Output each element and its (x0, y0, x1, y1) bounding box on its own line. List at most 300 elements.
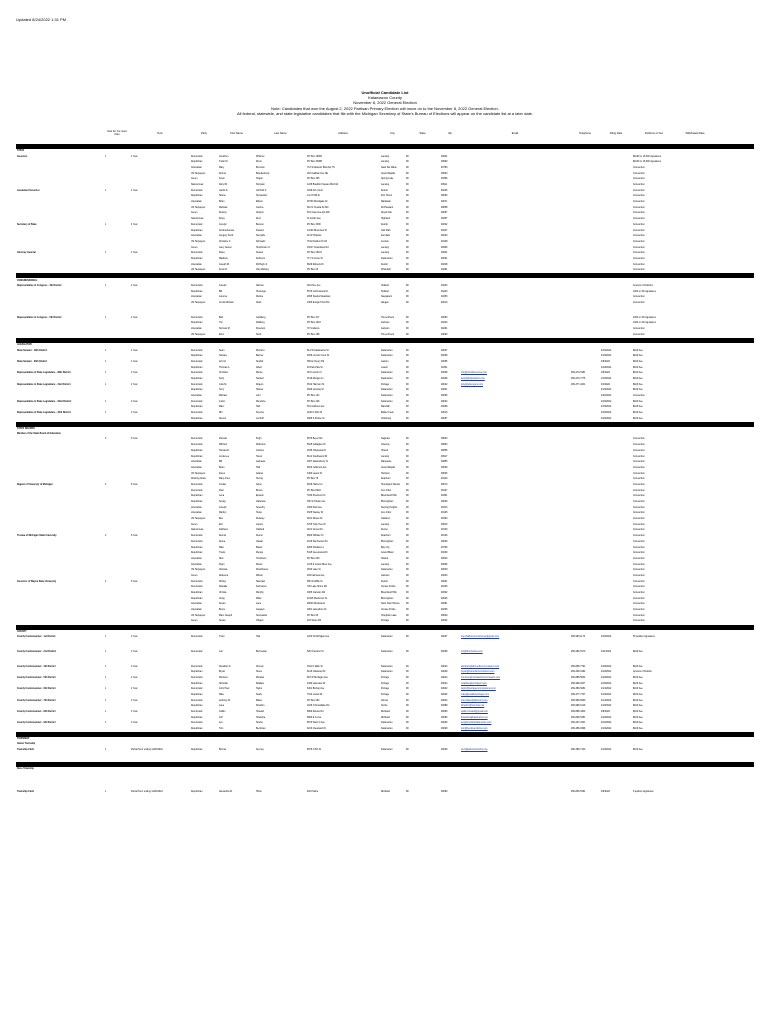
filing-date-cell: 4/5/2022 (601, 372, 610, 375)
first-name-cell: Tom (219, 728, 224, 731)
petitions-cell: Convention (633, 201, 645, 204)
petitions-cell: $100 Fee (633, 688, 643, 691)
state-cell: MI (406, 472, 409, 475)
first-name-cell: Garlin D. (219, 189, 229, 192)
column-header: Party (200, 131, 208, 135)
first-name-cell: Steven (219, 417, 227, 420)
first-name-cell: Craig (219, 597, 225, 600)
zip-cell: 49007 (441, 349, 448, 352)
party-cell: Libertarian (191, 263, 202, 266)
state-cell: MI (406, 546, 409, 549)
address-cell: PO Box 426 (307, 400, 320, 403)
email-cell[interactable]: caitlin.howard@gmail.com (461, 711, 488, 713)
petitions-cell: Convention (633, 535, 645, 538)
petitions-cell: $100 Fee (633, 665, 643, 668)
office-cell: Governor of Wayne State University (17, 580, 57, 583)
vote-for-cell: 1 (105, 665, 107, 668)
city-cell: Holland (381, 285, 389, 287)
city-cell: Detroit (381, 223, 388, 226)
address-cell: 7612 Lowell Dr (307, 693, 323, 696)
email-cell[interactable]: tony.baker@kalcounty.org (461, 699, 488, 702)
filing-date-cell: 4/19/2022 (601, 722, 612, 725)
state-cell: MI (406, 552, 409, 555)
last-name-cell: Taylor (256, 688, 263, 691)
last-name-cell: Stancato (256, 580, 266, 583)
office-cell: County Commissioner - 7th District (17, 699, 56, 702)
zip-cell: 49002 (441, 620, 448, 623)
filing-date-cell: 4/19/2022 (601, 355, 612, 358)
petitions-cell: Convention (633, 195, 645, 198)
first-name-cell: Alexandra M. (219, 791, 233, 794)
office-cell: Representative in Congress - 4th District (17, 285, 62, 287)
first-name-cell: Brian (219, 201, 225, 204)
party-cell: Republican (191, 449, 203, 452)
address-cell: 5815 Gallagher Dr (307, 444, 326, 447)
email-cell[interactable]: info@christinemorse.com (461, 372, 487, 375)
petitions-cell: Convention (633, 235, 645, 238)
email-cell[interactable]: lsheldon@comcast.net (461, 705, 485, 708)
petitions-cell: $100 Fee (633, 372, 643, 375)
last-name-cell: Barnes (256, 355, 264, 358)
zip-cell: 48025 (441, 597, 448, 600)
party-cell: Republican (191, 229, 203, 232)
office-cell: Governor (17, 155, 28, 158)
zip-cell: 48313 (441, 506, 448, 509)
email-cell[interactable]: jhoekstra@kalamazoo.net (461, 716, 488, 719)
office-cell: Representative in State Legislature - 42nd District (17, 400, 72, 403)
state-cell: MI (406, 580, 409, 583)
first-name-cell: Joseph W. (219, 263, 230, 266)
petitions-cell: $100 Fee (633, 406, 643, 409)
city-cell: Jackson (381, 328, 390, 331)
zip-cell: 49423 (441, 290, 448, 293)
address-cell: 6875 N 6th St (307, 748, 322, 751)
state-cell: MI (406, 671, 409, 674)
party-cell: Libertarian (191, 512, 202, 515)
last-name-cell: McCann (256, 349, 265, 352)
filing-date-cell: 4/13/2022 (601, 688, 612, 691)
first-name-cell: Marc Joseph (219, 614, 233, 617)
city-cell: Kalamazoo (381, 377, 393, 380)
city-cell: Birmingham (381, 501, 394, 503)
city-cell: Jackson (381, 574, 390, 577)
petitions-cell: Convention (633, 529, 645, 532)
zip-cell: 48906 (441, 563, 448, 566)
petitions-cell: Convention (633, 449, 645, 452)
address-cell: PO Box 417 (307, 316, 320, 319)
vote-for-cell: 1 (105, 400, 107, 403)
party-cell: Natural Law (191, 218, 204, 221)
office-cell: Representative in Congress - 5th District (17, 316, 62, 319)
address-cell: 301 Calhoun Ave (307, 406, 325, 409)
term-cell: 4 Year (131, 360, 138, 363)
filing-date-cell: 4/18/2022 (601, 682, 612, 685)
city-cell: Lansing (381, 252, 390, 255)
note-line: Note: Candidates that won the August 2, 2022 Partisan Primary Election will move on to the November 8, 2022 General Election. (271, 105, 499, 111)
zip-cell: 48237 (441, 229, 448, 232)
address-cell: 550 W Willis St (307, 580, 323, 583)
party-cell: Democratic (191, 316, 203, 319)
column-header: State (419, 131, 426, 135)
last-name-cell: Acker (256, 483, 262, 486)
filing-date-cell: 4/19/2022 (601, 728, 612, 731)
last-name-cell: Peterson (256, 328, 266, 331)
party-cell: Republican (191, 495, 203, 498)
section-heading: STATE BOARDS (17, 428, 35, 431)
party-cell: Democratic (191, 580, 203, 583)
petitions-cell: Convention (633, 269, 645, 272)
state-cell: MI (406, 699, 409, 702)
party-cell: Democratic (191, 155, 203, 158)
last-name-cell: Hall (256, 466, 260, 469)
last-name-cell: Wilson (256, 574, 263, 577)
zip-cell: 48855 (441, 449, 448, 452)
zip-cell: 48629 (441, 614, 448, 617)
address-cell: 700 Lake Shore Rd (307, 586, 327, 589)
telephone-cell: 269-380-5281 (571, 688, 586, 691)
first-name-cell: Terry (219, 389, 225, 392)
zip-cell: 48232 (441, 223, 448, 226)
address-cell: 26 W Hopkins (307, 235, 322, 238)
state-cell: MI (406, 557, 409, 560)
last-name-cell: Hering (256, 478, 263, 481)
last-name-cell: Gilchrist II (256, 189, 267, 192)
last-name-cell: Murphy (256, 592, 264, 594)
address-cell: 3311 N Main St (307, 665, 323, 668)
city-cell: Haslett (381, 557, 389, 560)
filing-date-cell: 4/19/2022 (601, 671, 612, 674)
state-cell: MI (406, 506, 409, 509)
zip-cell: 49009 (441, 748, 448, 751)
address-cell: 1649 Ash Court (307, 189, 323, 192)
party-cell: US Taxpayers (191, 333, 206, 336)
address-cell: 1245 Bradford Square Blvd #A (307, 184, 339, 186)
petitions-cell: 1000 or 4th signatures (633, 316, 656, 319)
state-cell: MI (406, 722, 409, 725)
section-heading: STATE (17, 150, 25, 153)
party-cell: Libertarian (191, 461, 202, 464)
party-cell: Libertarian (191, 395, 202, 397)
petitions-cell: $1000 or 15,000 signatures (633, 155, 661, 158)
address-cell: 26700 Woodgate Dr (307, 201, 328, 204)
state-cell: MI (406, 269, 409, 272)
state-cell: MI (406, 636, 409, 639)
office-cell: Regent of University of Michigan (17, 483, 53, 486)
state-cell: MI (406, 355, 409, 358)
address-cell: 713 S Masonic Blvd Apt 7S (307, 166, 335, 169)
telephone-cell: 269-808-7791 (571, 665, 586, 668)
city-cell: Lansing (381, 155, 390, 158)
zip-cell: 48906 (441, 246, 448, 249)
first-name-cell: Bruce (219, 609, 226, 612)
first-name-cell: Mellissa (219, 206, 228, 209)
section-heading: Member of the State Board of Education (17, 433, 61, 436)
term-cell: 2 Year (131, 688, 138, 691)
spacer-row (16, 753, 754, 762)
state-cell: MI (406, 395, 409, 397)
petitions-cell: Convention (633, 597, 645, 600)
first-name-cell: Kevin R. (219, 269, 228, 272)
column-header: First Name (230, 131, 243, 135)
telephone-cell: 269-488-0399 (571, 728, 586, 731)
email-cell[interactable]: taylor@portagecommissioner.com (461, 688, 496, 691)
state-cell: MI (406, 302, 409, 305)
zip-cell: 48067 (441, 212, 448, 215)
city-cell: Bloomfield Hills (381, 592, 397, 594)
address-cell: 315 Lincoln Ct (307, 372, 322, 375)
city-cell: Richland (381, 791, 390, 794)
petitions-cell: Convention (633, 229, 645, 232)
zip-cell: 49009 (441, 722, 448, 725)
state-cell: MI (406, 161, 409, 164)
state-cell: MI (406, 711, 409, 713)
party-cell: Democratic (191, 722, 203, 725)
state-cell: MI (406, 166, 409, 169)
petitions-cell: Convention (633, 472, 645, 475)
column-header: Zip (448, 131, 452, 135)
term-cell: 2 Year (131, 699, 138, 702)
city-cell: Birmingham (381, 540, 394, 543)
zip-cell: 49331 (441, 366, 448, 369)
petitions-cell: Convention (633, 172, 645, 175)
election-name: November 8, 2022 General Election (353, 100, 417, 106)
petitions-cell: Convention (633, 478, 645, 481)
vote-for-cell: 2 (105, 580, 107, 583)
table-header-row (16, 122, 754, 144)
zip-cell: 48236 (441, 586, 448, 589)
email-cell[interactable]: julie@julierogers.com (461, 383, 483, 386)
last-name-cell: Tomlinson (256, 557, 267, 560)
first-name-cell: Shane (219, 195, 226, 198)
zip-cell: 48220 (441, 235, 448, 238)
party-cell: US Taxpayers (191, 269, 206, 272)
zip-cell: 48228 (441, 263, 448, 266)
first-name-cell: Clarissa (219, 569, 228, 572)
spacer-cell (16, 753, 754, 762)
office-cell: Lieutenant Governor (17, 189, 40, 192)
party-cell: Democratic (191, 676, 203, 679)
party-cell: Democratic (191, 483, 203, 486)
petitions-cell: Convention (633, 512, 645, 515)
last-name-cell: Benson (256, 223, 264, 226)
vote-for-cell: 1 (105, 383, 107, 386)
city-cell: Lansing (381, 246, 390, 249)
email-cell[interactable]: mike@sealsforportage.com (461, 693, 489, 696)
email-cell[interactable]: tom@beckman4kzoo.com (461, 728, 488, 731)
address-cell: 21165 Westmoor St (307, 597, 328, 600)
zip-cell: 49201 (441, 328, 448, 331)
office-cell: Representative in State Legislature - 39th District (17, 372, 71, 375)
party-cell: Democratic (191, 665, 203, 668)
city-cell: Whitehall (381, 269, 391, 272)
state-cell: MI (406, 412, 409, 415)
office-cell: Secretary of State (17, 223, 37, 226)
last-name-cell: Carlone (256, 449, 265, 452)
petitions-cell: 1000 or 4th signatures (633, 290, 656, 293)
email-cell[interactable]: jen@strebsforkalamazoo.com (461, 722, 492, 725)
last-name-cell: Hernandez (256, 195, 268, 198)
party-cell: Democratic (191, 540, 203, 543)
party-cell: Democratic (191, 688, 203, 691)
last-name-cell: Dixon (256, 161, 262, 164)
petitions-cell: Convention (633, 614, 645, 617)
petitions-cell: Convention (633, 586, 645, 589)
last-name-cell: Nesbitt (256, 360, 264, 363)
city-cell: Marshall (381, 406, 390, 409)
first-name-cell: Susan (219, 620, 226, 623)
address-cell: 8570 West G Ave (307, 722, 325, 725)
party-cell: Green (191, 523, 198, 526)
term-cell: 4 Year (131, 349, 138, 352)
last-name-cell: Van Allsburg (256, 269, 269, 272)
first-name-cell: Donna (219, 172, 226, 175)
zip-cell: 49509 (441, 466, 448, 469)
last-name-cell: Wenke (256, 296, 264, 299)
address-cell: 1100 N 24th St (307, 412, 323, 415)
telephone-cell: 269-270-5181 (571, 372, 586, 375)
filing-date-cell: 4/18/2022 (601, 676, 612, 679)
email-cell[interactable]: tracyhallforcommissioner@gmail.com (461, 636, 500, 639)
party-cell: Republican (191, 546, 203, 549)
zip-cell: 49002 (441, 693, 448, 696)
first-name-cell: Kelly (219, 377, 224, 380)
zip-cell: 49004 (441, 665, 448, 668)
state-cell: MI (406, 316, 409, 319)
zip-cell: 49083 (441, 716, 448, 719)
first-name-cell: Nick (219, 557, 224, 560)
first-name-cell: Bryan (219, 671, 226, 674)
party-cell: US Taxpayers (191, 172, 206, 175)
party-cell: Green (191, 178, 198, 181)
email-cell[interactable]: clerk@alamotownship.org (461, 748, 488, 751)
address-cell: 31 E Elm Ave (307, 218, 321, 221)
address-cell: PO Box 26 (307, 269, 319, 272)
first-name-cell: Tamara D. (219, 449, 230, 452)
state-cell: MI (406, 693, 409, 696)
petitions-cell: Convention (633, 166, 645, 169)
email-cell[interactable]: bryan@stoneforcommission.com (461, 671, 495, 674)
spacer-cell (16, 772, 754, 781)
note-line-2: All federal, statewide, and state legislative candidates that file with the Michigan Secretary of State's Bureau of Elections will appear on the candidate list at a later date. (236, 110, 534, 116)
telephone-cell: 269-282-8170 (571, 650, 586, 653)
term-cell: Partial Term ending 11/20/2024 (131, 791, 163, 794)
address-cell: PO Box 3306 (307, 223, 321, 226)
city-cell: Ferndale (381, 235, 391, 238)
address-cell: 8629 Roberts Dr (307, 263, 324, 266)
petitions-cell: Convention (633, 328, 645, 331)
state-cell: MI (406, 592, 409, 594)
petitions-cell: $100 Fee (633, 383, 643, 386)
term-cell: 2 Year (131, 722, 138, 725)
last-name-cell: Ellison (256, 201, 263, 204)
first-name-cell: Julie M. (219, 383, 227, 386)
last-name-cell: Oakford (256, 529, 265, 532)
city-cell: Kalamazoo (381, 722, 393, 725)
term-cell: 2 Year (131, 316, 138, 319)
withdrawal-cell (676, 790, 714, 796)
party-cell: Democratic (191, 650, 203, 653)
term-cell: 8 Year (131, 535, 138, 538)
spacer-row (16, 640, 754, 649)
column-header: Last Name (274, 131, 287, 135)
state-cell: MI (406, 195, 409, 198)
party-cell: Libertarian (191, 466, 202, 469)
email-cell[interactable]: monteze@moralesforcommission.com (461, 676, 501, 679)
term-cell: Partial Term ending 11/20/2024 (131, 748, 163, 751)
column-header: Term (157, 131, 163, 135)
city-cell: Birmingham (381, 597, 394, 600)
city-cell: Bay City (381, 546, 390, 549)
candidate-table (16, 122, 754, 796)
state-cell: MI (406, 748, 409, 751)
office-cell: State Senator - 19th District (17, 349, 48, 352)
address-cell: 1015 E Grand River Ave (307, 563, 332, 566)
filing-date-cell: 4/8/2022 (601, 711, 610, 713)
state-cell: MI (406, 333, 409, 336)
zip-cell: 48910 (441, 523, 448, 526)
petitions-cell: $100 Fee (633, 716, 643, 719)
zip-cell: 48363 (441, 518, 448, 521)
spacer-row (16, 781, 754, 790)
address-cell: 3512 Harrison St (307, 383, 325, 386)
city-cell: Kalamazoo (381, 636, 393, 639)
zip-cell: 48009 (441, 501, 448, 503)
address-cell: 9213 Cleveland Dr (307, 728, 327, 731)
telephone-cell: 269-993-1174 (571, 636, 586, 639)
state-cell: MI (406, 417, 409, 420)
address-cell: 1801 Lakeshore Dr (307, 609, 327, 612)
state-cell: MI (406, 257, 409, 260)
email-cell[interactable]: lori@lburmeister.com (461, 650, 483, 653)
candidate-rows (16, 144, 754, 796)
city-cell: Detroit (381, 189, 388, 192)
last-name-cell: Lane (256, 603, 262, 606)
filing-date-cell: 4/18/2022 (601, 377, 612, 380)
filing-date-cell: 4/11/2022 (601, 650, 612, 653)
state-cell: MI (406, 688, 409, 691)
address-cell: PO Box 95 (307, 614, 319, 617)
last-name-cell: Epstein (256, 495, 264, 498)
party-cell: Republican (191, 597, 203, 600)
email-cell[interactable]: kelly@kellysackett.com (461, 377, 485, 380)
city-cell: Kalamazoo (381, 389, 393, 392)
address-cell: 1805 Carleton Rd (307, 592, 326, 594)
term-cell: 2 Year (131, 650, 138, 653)
city-cell: Allegan (381, 302, 389, 305)
petitions-cell: $100 Fee (633, 412, 643, 415)
petitions-cell: $100 Fee (633, 748, 643, 751)
petitions-cell: $100 Fee (633, 676, 643, 679)
email-cell[interactable]: abraham@ahmedforcommission.com (461, 665, 500, 668)
term-cell: 4 Year (131, 223, 138, 226)
address-cell: 2015 Dorchester Rd (307, 540, 328, 543)
first-name-cell: Ben (219, 518, 224, 521)
zip-cell: 49004 (441, 400, 448, 403)
state-cell: MI (406, 716, 409, 719)
first-name-cell: Joseph (219, 285, 227, 287)
email-cell[interactable]: nwallace@portagemi.gov (461, 682, 487, 685)
party-cell: Libertarian (191, 506, 202, 509)
last-name-cell: Goldberg (256, 316, 266, 319)
first-name-cell: Mike (219, 693, 224, 696)
zip-cell: 48858 (441, 206, 448, 209)
city-cell: Lansing (381, 455, 390, 458)
last-name-cell: Sosnowski (256, 614, 267, 617)
city-cell: Grand Rapids (381, 172, 396, 175)
vote-for-cell: 1 (105, 189, 107, 192)
zip-cell: 49002 (441, 383, 448, 386)
address-cell: PO Box 124 (307, 395, 320, 397)
